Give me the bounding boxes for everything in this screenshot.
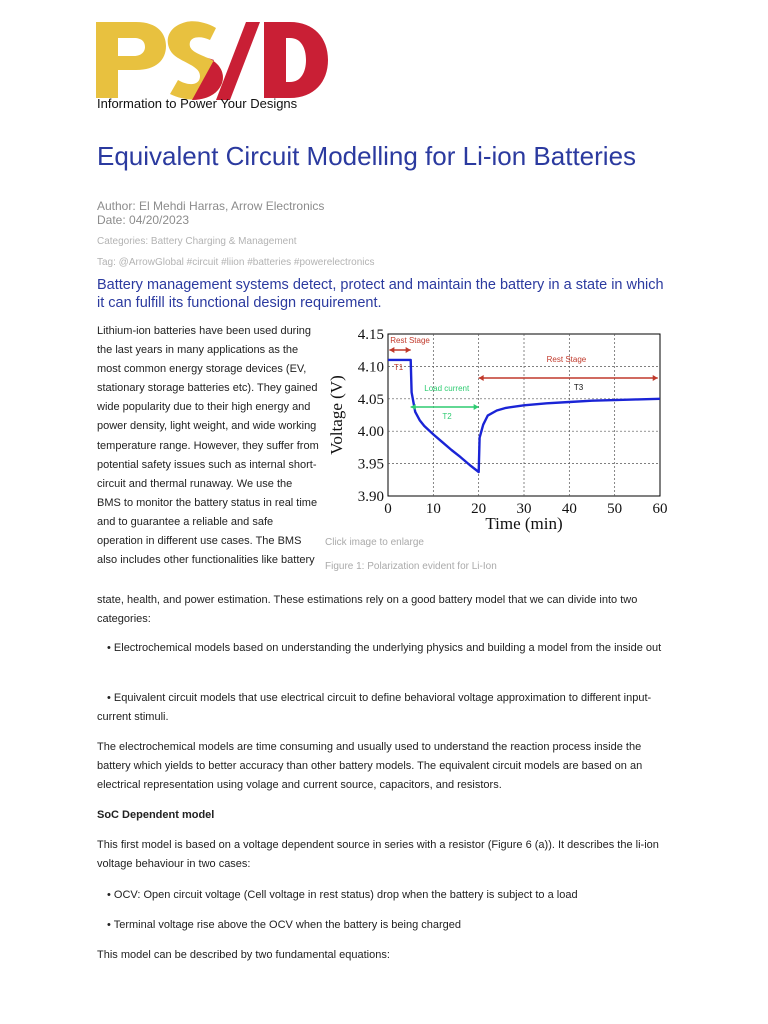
psd-logo-mark (96, 20, 328, 100)
voltage-chart (322, 324, 672, 534)
y-tick-label: 3.95 (357, 456, 384, 473)
intro-continuation: state, health, and power estimation. These estimations rely on a good battery model that we can divide into two categories: (97, 594, 638, 626)
enlarge-link[interactable]: Click image to enlarge (325, 537, 424, 548)
y-tick-label: 4.00 (357, 424, 384, 441)
article-tags[interactable]: Tag: @ArrowGlobal #circuit #liion #batteries #powerelectronics (97, 257, 375, 268)
x-tick-label: 20 (471, 501, 487, 517)
x-tick-label: 0 (384, 501, 392, 517)
paragraph-equations: This model can be described by two fundamental equations: (97, 949, 390, 961)
x-tick-label: 60 (652, 501, 668, 517)
paragraph-models: The electrochemical models are time consuming and usually used to understand the reaction process inside the battery which yields to better accuracy than other battery models. The equivalent circuit models are based on an electrical representation using volage and current source, capacitors, and resistors. (97, 741, 643, 792)
y-axis-label: Voltage (V) (327, 375, 346, 455)
x-tick-label: 30 (516, 501, 532, 517)
annotation-t1: T1 (393, 363, 404, 372)
article-author: Author: El Mehdi Harras, Arrow Electronics (97, 199, 325, 213)
annotation-load-current: Load current (424, 384, 470, 393)
paragraph-soc-model: This first model is based on a voltage dependent source in series with a resistor (Figure 6 (a)). It describes the li-ion voltage behaviour in two cases: (97, 839, 659, 871)
annotation-rest-stage-2: Rest Stage (546, 355, 587, 364)
figure-voltage-chart[interactable] (322, 324, 672, 534)
bullet-ocv: • OCV: Open circuit voltage (Cell voltage in rest status) drop when the battery is subject to a load (107, 889, 578, 901)
y-tick-label: 4.15 (357, 327, 384, 343)
y-tick-label: 3.90 (357, 489, 384, 505)
y-tick-label: 4.05 (357, 391, 384, 408)
bullet-equivalent-circuit: • Equivalent circuit models that use electrical circuit to define behavioral voltage approximation to different input-current stimuli. (97, 692, 652, 724)
x-tick-label: 40 (561, 501, 577, 517)
article-categories[interactable]: Categories: Battery Charging & Management (97, 236, 297, 247)
article-title: Equivalent Circuit Modelling for Li-ion Batteries (97, 141, 637, 171)
x-tick-label: 10 (425, 501, 441, 517)
figure-caption: Figure 1: Polarization evident for Li-Ion (325, 561, 497, 572)
section-heading: SoC Dependent model (97, 809, 215, 821)
x-axis-label: Time (min) (485, 514, 563, 533)
bullet-terminal-voltage: • Terminal voltage rise above the OCV when the battery is being charged (107, 919, 462, 931)
annotation-t2: T2 (442, 412, 452, 421)
article-date: Date: 04/20/2023 (97, 213, 190, 227)
brand-tagline: Information to Power Your Designs (97, 96, 298, 111)
annotation-rest-stage-1: Rest Stage (390, 336, 430, 345)
article-lead: Battery management systems detect, protect and maintain the battery in a state in which it can fulfill its functional design requirement. (97, 277, 664, 311)
annotation-t3: T3 (573, 383, 584, 392)
intro-paragraph: Lithium-ion batteries have been used during the last years in many applications as the most common energy storage devices (EV, stationary storage batteries etc). They gained wide popularity due to their high energy and power density, light weight, and wide working temperature range. However, they suffer from potential safety issues such as internal short-circuit and thermal runaway. We use the BMS to monitor the battery status in real time and to guarantee a reliable and safe operation in different use cases. The BMS also includes other functionalities like battery (97, 325, 319, 567)
y-tick-label: 4.10 (357, 359, 384, 376)
x-tick-label: 50 (607, 501, 623, 517)
bullet-electrochemical: • Electrochemical models based on understanding the underlying physics and building a model from the inside out (107, 642, 662, 654)
